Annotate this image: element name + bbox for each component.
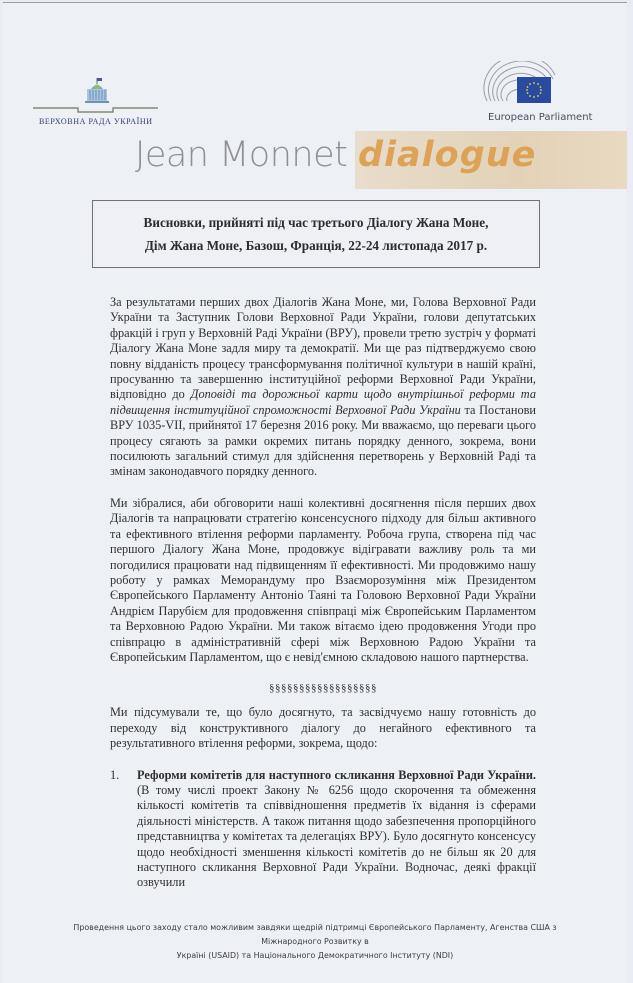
conclusions-title-box [92, 200, 540, 268]
european-parliament-caption: European Parliament [488, 112, 593, 123]
sponsor-footer [50, 921, 580, 983]
parliament-building-icon [83, 77, 111, 105]
document-page [3, 2, 627, 983]
title-line-1: Висновки, прийняті під час третього Діалогу Жана Моне, [143, 215, 489, 230]
verkhovna-rada-caption: ВЕРХОВНА РАДА УКРАЇНИ [39, 117, 153, 126]
jean-monnet-dialogue-title [135, 135, 536, 175]
list-item-number: 1. [110, 767, 120, 782]
paragraph-1-report-title: Доповіді та дорожньої карти щодо внутрішньої реформи та підвищення інституційної спроможності Верховної Ради України [110, 387, 536, 417]
document-body [110, 271, 536, 891]
footer-line-1: Проведення цього заходу стало можливим завдяки щедрій підтримці Європейського Парламенту, Агенства США з Міжнародного Розвитку в [73, 922, 557, 946]
banner-title-plain: Jean Monnet [135, 135, 348, 175]
section-separator: §§§§§§§§§§§§§§§§§§ [269, 682, 377, 695]
list-item-body [137, 768, 536, 891]
list-item [110, 768, 536, 891]
verkhovna-rada-logo [33, 77, 158, 127]
eu-flag-icon [517, 77, 551, 103]
paragraph-1-part-1: За результатами перших двох Діалогів Жана Моне, ми, Голова Верховної Ради України та Заступник Голови Верховної Ради України, голови депутатських фракцій і груп у Верховній Раді України (ВРУ), провели третю зустріч у форматі Діалогу Жана Моне задля миру та демократії. Ми ще раз підтверджуємо свою повну відданість процесу трансформування політичної культури в нашій країні, просуванню та завершенню інституційної реформи Верховної Ради України, відповідно до [110, 295, 536, 402]
footer-line-2: Україні (USAID) та Національного Демократичного Інституту (NDI) [176, 950, 454, 960]
list-item-heading: Реформи комітетів для наступного скликання Верховної Ради України. [137, 767, 536, 782]
paragraph-3: Ми підсумували те, що було досягнуто, та засвідчуємо нашу готовність до переходу від конструктивного діалогу до негайного ефективного та результативного втілення реформи, зокрема, щодо: [110, 705, 536, 751]
list-item-text: (В тому числі проект Закону № 6256 щодо скорочення та обмеження кількості комітетів та співвідношення предметів їх відання із сферами діяльності міністерств. А також питання щодо забезпечення пропорційного представництва у комітетах та делегаціях ВРУ). Було досягнуто консенсусу щодо необхідності зменшення кількості комітетів до не більш як 20 для наступного скликання Верховної Ради України. Водночас, деякі фракції озвучили [137, 782, 536, 890]
banner-title-accent: dialogue [358, 135, 537, 175]
decorative-rule [33, 107, 158, 113]
document-header [3, 3, 627, 271]
title-line-2: Дім Жана Моне, Базош, Франція, 22-24 листопада 2017 р. [144, 238, 488, 253]
paragraph-2: Ми зібралися, аби обговорити наші колективні досягнення після перших двох Діалогів та напрацювати стратегію консенсусного підходу для більш активного та ефективного втілення реформи парламенту. Робоча група, створена під час першого Діалогу Жана Моне, продовжує відігравати важливу роль та ми погодилися працювати над підвищенням її ефективності. Ми продовжимо нашу роботу у рамках Меморандуму про Взаєморозуміння між Президентом Європейського Парламенту Антоніо Таяні та Головою Верховної Ради України Андрієм Парубієм для продовження співпраці між Європейським Парламентом та Верховною Радою України. Ми також вітаємо ідею продовження Угоди про співпрацю в адміністративній сфері між Верховною Радою України та Європейським Парламентом, що є невід'ємною складовою нашого партнерства. [110, 495, 536, 664]
paragraph-1 [110, 295, 536, 480]
paragraph-1-part-2: та Постанови ВРУ 1035-VII, прийнятої 17 березня 2016 року. Ми вважаємо, що переваги цього процесу сягають за рамки окремих питань порядку денного, зокрема, вони посилюють загальний стимул для здійснення перетворень у Верховній Раді та змінам законодавчого порядку денного. [110, 402, 536, 479]
european-parliament-logo [483, 53, 593, 133]
